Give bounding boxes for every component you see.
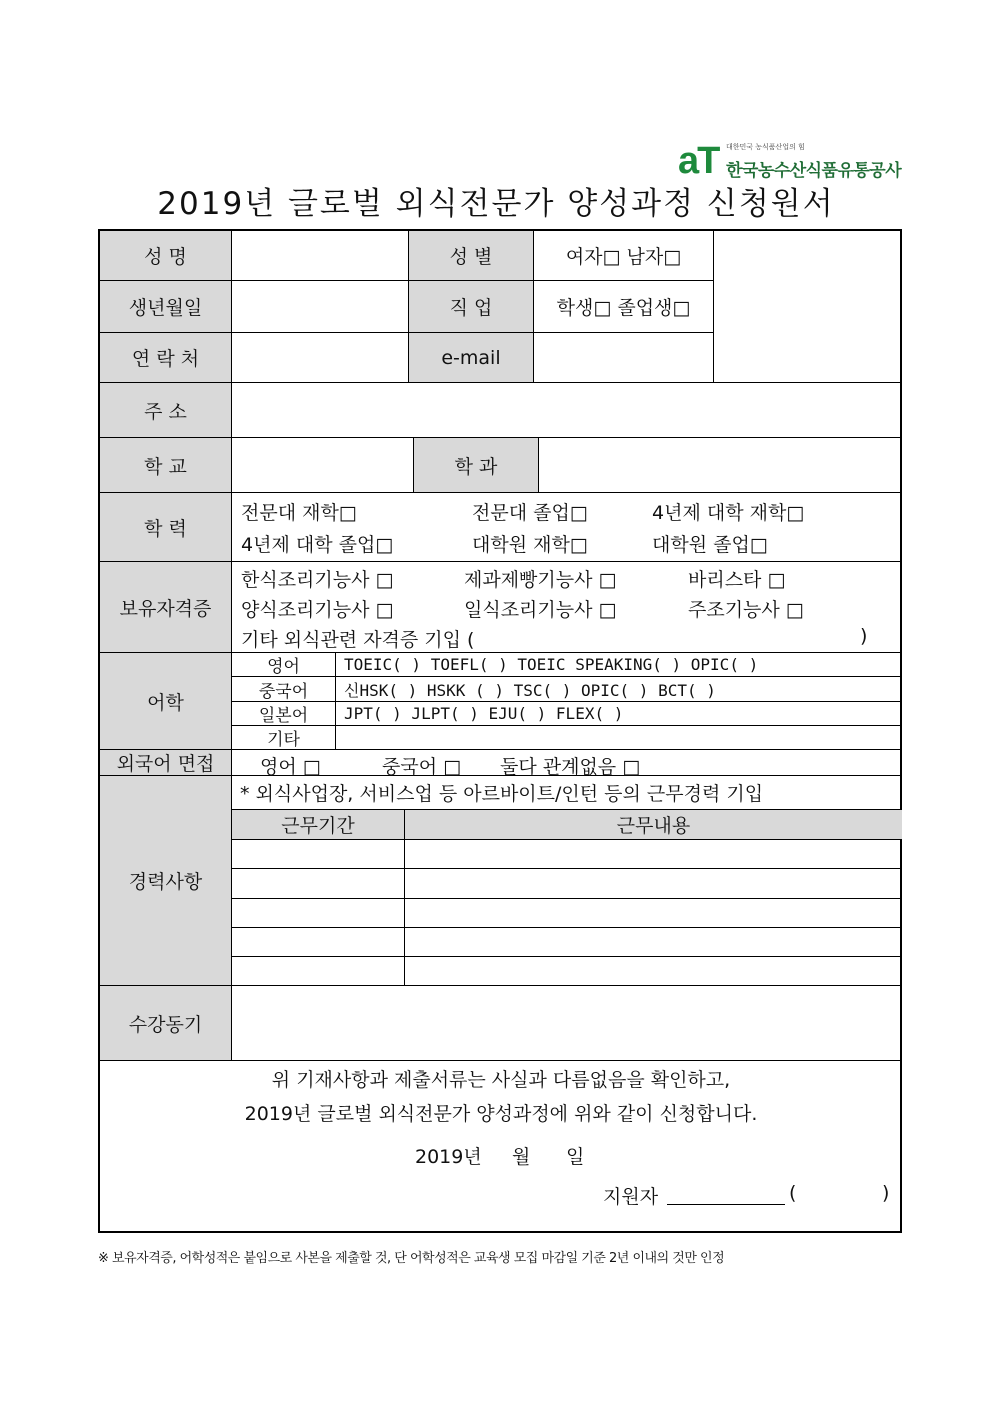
certificate-option[interactable]: 한식조리기능사 □ [241,569,394,591]
career-content-cell[interactable] [405,928,902,957]
certificate-option[interactable]: 바리스타 □ [688,569,786,591]
certificate-option[interactable]: 제과제빵기능사 □ [464,569,617,591]
other-certificate-close: ) [860,625,868,647]
japanese-tests[interactable]: JPT( ) JLPT( ) EJU( ) FLEX( ) [336,702,902,726]
education-option[interactable]: 전문대 졸업□ [472,502,588,524]
career-content-cell[interactable] [405,840,902,869]
birth-input-cell[interactable] [232,281,409,333]
major-label: 학 과 [414,438,539,493]
address-label: 주 소 [100,383,232,438]
contact-input-cell[interactable] [232,333,409,383]
other-language-input[interactable] [336,726,902,750]
date-month[interactable]: 월 [512,1146,531,1168]
language-japanese: 일본어 [232,702,336,726]
career-note: * 외식사업장, 서비스업 등 아르바이트/인턴 등의 근무경력 기입 [232,776,902,810]
career-period-cell[interactable] [232,957,405,986]
certificate-option[interactable]: 주조기능사 □ [688,599,804,621]
job-label: 직 업 [409,281,534,333]
email-label: e-mail [409,333,534,383]
logo-tagline: 대한민국 농식품산업의 힘 [726,143,805,151]
language-other: 기타 [232,726,336,750]
career-label: 경력사항 [100,776,232,986]
seal-paren-open: ( [789,1182,797,1204]
school-input-cell[interactable] [232,438,414,493]
school-label: 학 교 [100,438,232,493]
career-content-cell[interactable] [405,899,902,928]
other-certificate-label: 기타 외식관련 자격증 기입 ( [241,629,475,651]
logo-organization-name: 한국농수산식품유통공사 [726,161,902,181]
declaration-line-2: 2019년 글로벌 외식전문가 양성과정에 위와 같이 신청합니다. [244,1103,758,1125]
certificates-label: 보유자격증 [100,562,232,653]
contact-label: 연 락 처 [100,333,232,383]
form-title: 2019년 글로벌 외식전문가 양성과정 신청원서 [157,186,835,222]
education-label: 학 력 [100,493,232,562]
motivation-label: 수강동기 [100,986,232,1061]
organization-logo [678,140,902,182]
education-option[interactable]: 4년제 대학 졸업□ [241,534,394,556]
education-option[interactable]: 대학원 재학□ [472,534,588,556]
date-day[interactable]: 일 [566,1146,585,1168]
english-tests[interactable]: TOEIC( ) TOEFL( ) TOEIC SPEAKING( ) OPIC( ) [336,653,902,677]
career-period-cell[interactable] [232,899,405,928]
major-input-cell[interactable] [539,438,902,493]
signature-line[interactable] [667,1186,785,1205]
language-label: 어학 [100,653,232,750]
birth-label: 생년월일 [100,281,232,333]
career-period-cell[interactable] [232,840,405,869]
seal-paren-close: ) [882,1182,890,1204]
interview-option-english[interactable]: 영어 □ [260,756,321,778]
interview-option-either[interactable]: 둘다 관계없음 □ [500,756,641,778]
job-options[interactable]: 학생□ 졸업생□ [534,281,714,333]
date-year: 2019년 [415,1146,482,1168]
chinese-tests[interactable]: 신HSK( ) HSKK ( ) TSC( ) OPIC( ) BCT( ) [336,677,902,702]
name-label: 성 명 [100,231,232,281]
email-input-cell[interactable] [534,333,714,383]
career-content-header: 근무내용 [405,810,902,840]
career-period-cell[interactable] [232,928,405,957]
applicant-label: 지원자 [603,1186,659,1208]
gender-label: 성 별 [409,231,534,281]
application-form [98,229,902,1233]
education-option[interactable]: 전문대 재학□ [241,502,357,524]
education-option[interactable]: 대학원 졸업□ [652,534,768,556]
footnote: ※ 보유자격증, 어학성적은 붙임으로 사본을 제출할 것, 단 어학성적은 교육생 모집 마감일 기준 2년 이내의 것만 인정 [98,1251,725,1266]
education-option[interactable]: 4년제 대학 재학□ [652,502,805,524]
career-period-cell[interactable] [232,869,405,899]
logo-mark: aT [678,140,719,182]
interview-option-chinese[interactable]: 중국어 □ [382,756,462,778]
declaration-line-1: 위 기재사항과 제출서류는 사실과 다름없음을 확인하고, [271,1069,731,1091]
certificate-option[interactable]: 양식조리기능사 □ [241,599,394,621]
motivation-input-cell[interactable] [232,986,902,1061]
career-content-cell[interactable] [405,957,902,986]
gender-options[interactable]: 여자□ 남자□ [534,231,714,281]
career-content-cell[interactable] [405,869,902,899]
interview-label: 외국어 면접 [100,750,232,776]
name-input-cell[interactable] [232,231,409,281]
photo-box[interactable] [714,231,902,383]
certificate-option[interactable]: 일식조리기능사 □ [464,599,617,621]
language-chinese: 중국어 [232,677,336,702]
career-period-header: 근무기간 [232,810,405,840]
language-english: 영어 [232,653,336,677]
address-input-cell[interactable] [232,383,902,438]
